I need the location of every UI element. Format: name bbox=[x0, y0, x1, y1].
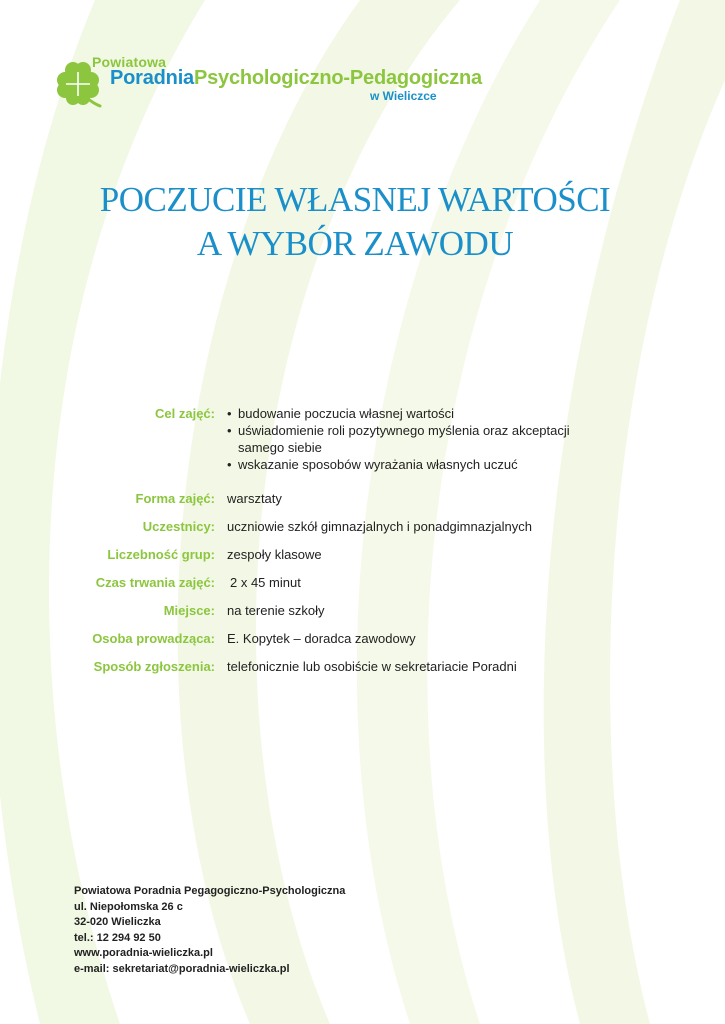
details-section bbox=[0, 405, 725, 686]
detail-value-place: na terenie szkoły bbox=[227, 603, 325, 618]
logo-text-name bbox=[110, 67, 482, 90]
detail-row-group-size bbox=[0, 546, 725, 574]
detail-row-duration bbox=[0, 574, 725, 602]
title-line-1: POCZUCIE WŁASNEJ WARTOŚCI bbox=[99, 180, 611, 219]
footer-website: www.poradnia-wieliczka.pl bbox=[74, 947, 213, 959]
detail-value-duration: 2 x 45 minut bbox=[230, 575, 301, 590]
detail-label-leader: Osoba prowadząca: bbox=[92, 631, 215, 646]
detail-label-goal: Cel zajęć: bbox=[155, 406, 215, 421]
goal-item-2: • uświadomienie roli pozytywnego myślenia oraz akceptacji samego siebie bbox=[227, 422, 607, 456]
detail-row-place bbox=[0, 602, 725, 630]
detail-label-participants: Uczestnicy: bbox=[142, 519, 215, 534]
detail-label-group-size: Liczebność grup: bbox=[107, 547, 215, 562]
contact-footer bbox=[74, 884, 345, 977]
footer-phone: tel.: 12 294 92 50 bbox=[74, 931, 161, 944]
organization-logo bbox=[56, 54, 526, 110]
detail-row-form bbox=[0, 490, 725, 518]
detail-row-signup bbox=[0, 658, 725, 686]
logo-text-powiatowa: Powiatowa bbox=[92, 54, 167, 70]
footer-organization-name: Powiatowa Poradnia Pegagogiczno-Psychologiczna bbox=[74, 885, 346, 897]
logo-text-location: w Wieliczce bbox=[370, 89, 437, 103]
detail-value-form: warsztaty bbox=[227, 491, 282, 506]
detail-row-goal bbox=[0, 405, 725, 490]
detail-label-duration: Czas trwania zajęć: bbox=[95, 575, 215, 590]
logo-text-poradnia: Poradnia bbox=[110, 67, 194, 89]
goal-item-1: • budowanie poczucia własnej wartości bbox=[227, 405, 607, 422]
goal-item-3: • wskazanie sposobów wyrażania własnych uczuć bbox=[227, 456, 607, 473]
detail-value-participants: uczniowie szkół gimnazjalnych i ponadgimnazjalnych bbox=[227, 519, 532, 534]
page-title bbox=[0, 178, 710, 266]
goal-list bbox=[227, 405, 607, 473]
detail-row-participants bbox=[0, 518, 725, 546]
detail-label-place: Miejsce: bbox=[163, 603, 215, 618]
detail-value-leader: E. Kopytek – doradca zawodowy bbox=[227, 631, 416, 646]
footer-street: ul. Niepołomska 26 c bbox=[74, 900, 183, 913]
detail-row-leader bbox=[0, 630, 725, 658]
footer-email: e-mail: sekretariat@poradnia-wieliczka.pl bbox=[74, 962, 290, 975]
logo-text-specialty: Psychologiczno-Pedagogiczna bbox=[193, 67, 482, 89]
detail-value-group-size: zespoły klasowe bbox=[227, 547, 322, 562]
title-line-2: A WYBÓR ZAWODU bbox=[196, 224, 514, 263]
detail-label-signup: Sposób zgłoszenia: bbox=[93, 659, 215, 674]
detail-value-signup: telefonicznie lub osobiście w sekretariacie Poradni bbox=[227, 659, 517, 674]
detail-label-form: Forma zajęć: bbox=[135, 491, 215, 506]
footer-city: 32-020 Wieliczka bbox=[74, 916, 161, 928]
